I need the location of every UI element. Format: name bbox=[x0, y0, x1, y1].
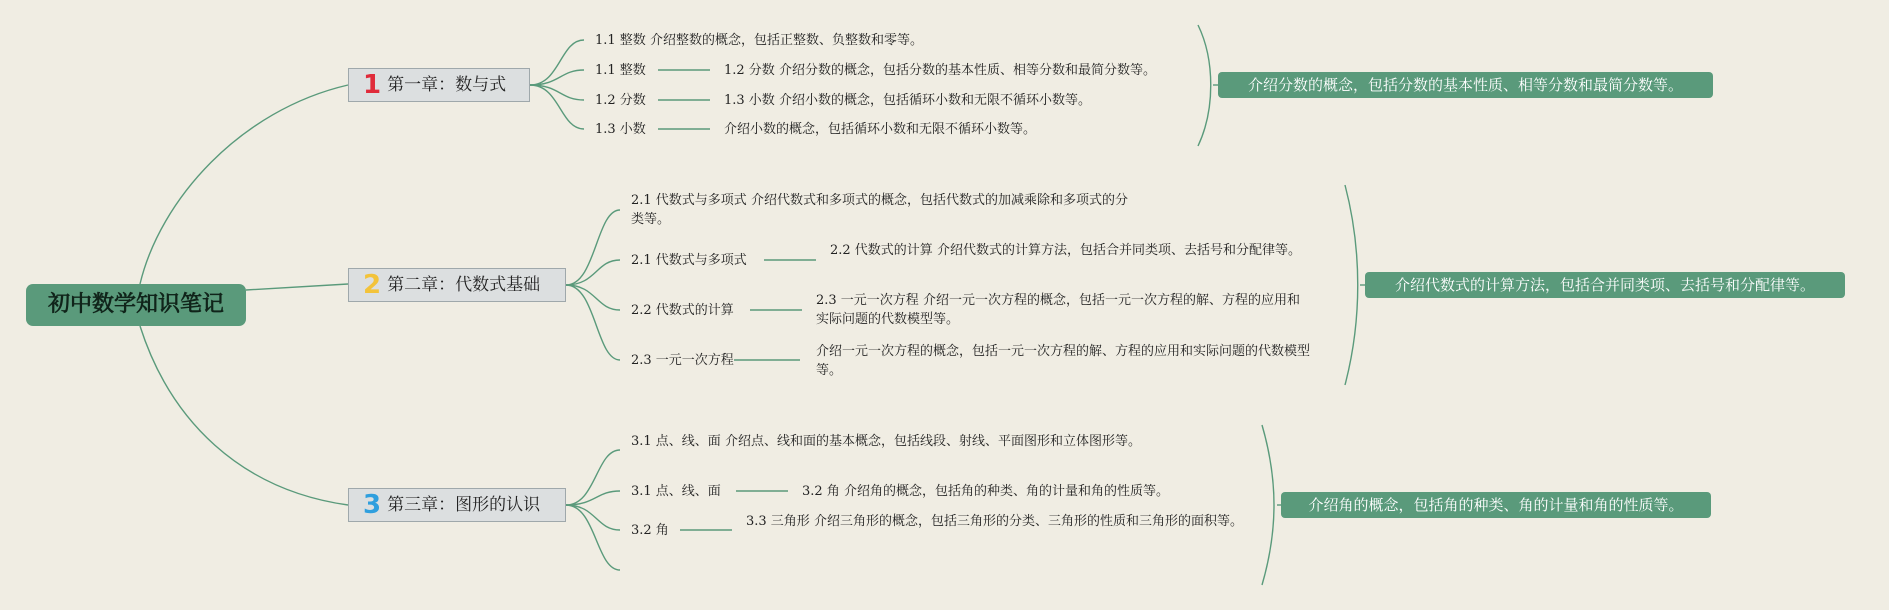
subtopic-text[interactable]: 1.1 整数 bbox=[595, 63, 646, 78]
subtopic-detail[interactable]: 1.2 分数 介绍分数的概念，包括分数的基本性质、相等分数和最简分数等。 bbox=[724, 63, 1156, 78]
summary-box[interactable]: 介绍代数式的计算方法，包括合并同类项、去括号和分配律等。 bbox=[1365, 272, 1845, 298]
subtopic-text[interactable]: 2.1 代数式与多项式 bbox=[631, 253, 747, 268]
root-topic[interactable]: 初中数学知识笔记 bbox=[26, 284, 246, 326]
subtopic-detail[interactable]: 2.3 一元一次方程 介绍一元一次方程的概念，包括一元一次方程的解、方程的应用和实际问题的代数模型等。 bbox=[816, 293, 1300, 327]
subtopic-detail[interactable]: 介绍一元一次方程的概念，包括一元一次方程的解、方程的应用和实际问题的代数模型等。 bbox=[816, 344, 1311, 378]
chapter-number: 1 bbox=[363, 70, 382, 100]
summary-box[interactable]: 介绍角的概念，包括角的种类、角的计量和角的性质等。 bbox=[1281, 492, 1711, 518]
chapter-3-topic[interactable] bbox=[348, 488, 566, 522]
subtopic-text[interactable]: 1.3 小数 bbox=[595, 122, 646, 137]
subtopic-text[interactable]: 3.1 点、线、面 介绍点、线和面的基本概念，包括线段、射线、平面图形和立体图形等。 bbox=[631, 434, 1141, 449]
subtopic-detail[interactable]: 1.3 小数 介绍小数的概念，包括循环小数和无限不循环小数等。 bbox=[724, 93, 1091, 108]
subtopic-detail[interactable]: 3.2 角 介绍角的概念，包括角的种类、角的计量和角的性质等。 bbox=[802, 484, 1169, 499]
chapter-number: 3 bbox=[363, 490, 382, 520]
subtopic-text[interactable]: 2.1 代数式与多项式 介绍代数式和多项式的概念，包括代数式的加减乘除和多项式的分类等。 bbox=[631, 193, 1128, 227]
subtopic-text[interactable]: 1.1 整数 介绍整数的概念，包括正整数、负整数和零等。 bbox=[595, 33, 923, 48]
subtopic-detail[interactable]: 3.3 三角形 介绍三角形的概念，包括三角形的分类、三角形的性质和三角形的面积等。 bbox=[746, 514, 1243, 529]
subtopic-text[interactable]: 3.1 点、线、面 bbox=[631, 484, 721, 499]
subtopic-text[interactable]: 2.2 代数式的计算 bbox=[631, 303, 734, 318]
subtopic-text[interactable]: 1.2 分数 bbox=[595, 93, 646, 108]
chapter-title: 第一章：数与式 bbox=[387, 75, 507, 95]
chapter-number: 2 bbox=[363, 270, 382, 300]
subtopic-text[interactable]: 2.3 一元一次方程 bbox=[631, 353, 734, 368]
chapter-2-topic[interactable] bbox=[348, 268, 566, 302]
chapter-title: 第二章：代数式基础 bbox=[387, 275, 541, 295]
subtopic-detail[interactable]: 2.2 代数式的计算 介绍代数式的计算方法，包括合并同类项、去括号和分配律等。 bbox=[830, 243, 1301, 258]
chapter-title: 第三章：图形的认识 bbox=[387, 495, 541, 515]
summary-box[interactable]: 介绍分数的概念，包括分数的基本性质、相等分数和最简分数等。 bbox=[1218, 72, 1713, 98]
subtopic-detail[interactable]: 介绍小数的概念，包括循环小数和无限不循环小数等。 bbox=[724, 122, 1037, 137]
subtopic-text[interactable]: 3.2 角 bbox=[631, 523, 669, 538]
chapter-1-topic[interactable] bbox=[348, 68, 530, 102]
